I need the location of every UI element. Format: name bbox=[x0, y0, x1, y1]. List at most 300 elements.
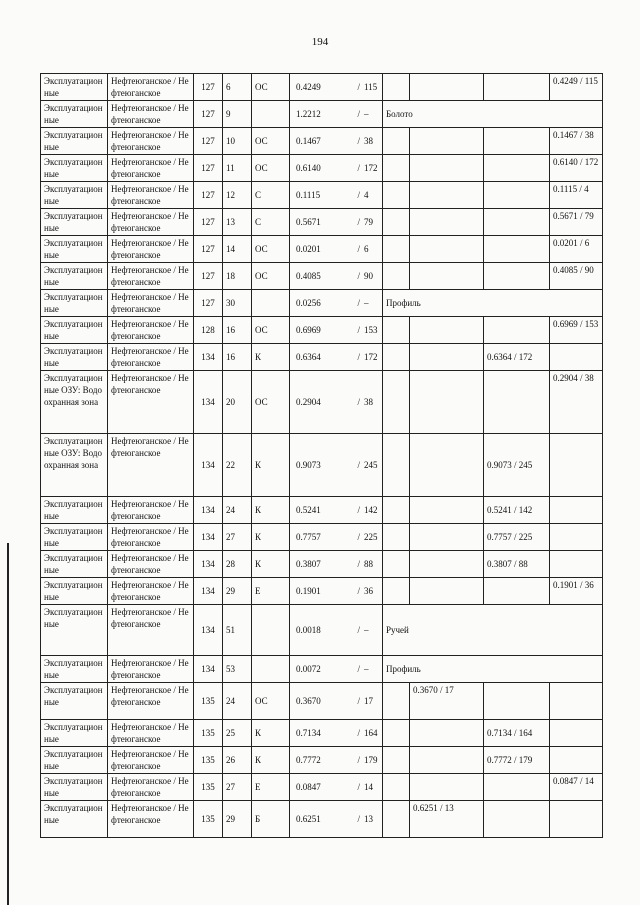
value-cell-1 bbox=[410, 747, 484, 774]
area-divisor: 79 bbox=[364, 217, 373, 227]
quarter-cell: 127 bbox=[194, 74, 223, 101]
value-cell-3 bbox=[550, 344, 603, 371]
table-row bbox=[41, 747, 603, 774]
area-separator: / bbox=[357, 325, 360, 335]
quarter-cell: 127 bbox=[194, 182, 223, 209]
parcel-cell: 25 bbox=[223, 720, 252, 747]
area-cell bbox=[290, 344, 383, 371]
value-cell-1 bbox=[410, 344, 484, 371]
value-cell-3 bbox=[550, 720, 603, 747]
empty-cell bbox=[383, 434, 410, 497]
forestry-cell: Нефтеюганское / Нефтеюганское bbox=[108, 344, 194, 371]
quarter-cell: 128 bbox=[194, 317, 223, 344]
quarter-cell: 127 bbox=[194, 101, 223, 128]
value-cell-2: 0.7134 / 164 bbox=[484, 720, 550, 747]
area-separator: / bbox=[357, 271, 360, 281]
table-row bbox=[41, 524, 603, 551]
value-cell-2 bbox=[484, 317, 550, 344]
forestry-cell: Нефтеюганское / Нефтеюганское bbox=[108, 434, 194, 497]
table-row bbox=[41, 605, 603, 656]
area-cell bbox=[290, 578, 383, 605]
area-cell bbox=[290, 497, 383, 524]
area-value: 0.5241 bbox=[296, 505, 321, 515]
area-cell bbox=[290, 801, 383, 838]
usage-type-cell: Эксплуатационные bbox=[41, 344, 108, 371]
area-divisor: 88 bbox=[364, 559, 373, 569]
usage-type-cell: Эксплуатационные bbox=[41, 155, 108, 182]
area-divisor: 115 bbox=[364, 82, 378, 92]
table-row bbox=[41, 101, 603, 128]
empty-cell bbox=[383, 182, 410, 209]
area-value: 0.0847 bbox=[296, 782, 321, 792]
parcel-cell: 26 bbox=[223, 747, 252, 774]
area-separator: / bbox=[357, 782, 360, 792]
area-cell bbox=[290, 371, 383, 434]
area-separator: / bbox=[357, 664, 360, 674]
quarter-cell: 134 bbox=[194, 656, 223, 683]
value-cell-1 bbox=[410, 524, 484, 551]
quarter-cell: 135 bbox=[194, 774, 223, 801]
value-cell-3: 0.0847 / 14 bbox=[550, 774, 603, 801]
parcel-cell: 29 bbox=[223, 578, 252, 605]
area-divisor: 245 bbox=[364, 460, 378, 470]
empty-cell bbox=[383, 344, 410, 371]
area-cell bbox=[290, 434, 383, 497]
usage-type-cell: Эксплуатационные bbox=[41, 182, 108, 209]
area-cell bbox=[290, 101, 383, 128]
usage-type-cell: Эксплуатационные bbox=[41, 747, 108, 774]
value-cell-2 bbox=[484, 155, 550, 182]
table-row bbox=[41, 578, 603, 605]
area-cell bbox=[290, 524, 383, 551]
category-cell: К bbox=[252, 747, 290, 774]
area-separator: / bbox=[357, 82, 360, 92]
empty-cell bbox=[383, 720, 410, 747]
forestry-cell: Нефтеюганское / Нефтеюганское bbox=[108, 101, 194, 128]
category-cell: Е bbox=[252, 578, 290, 605]
table-row bbox=[41, 551, 603, 578]
empty-cell bbox=[383, 155, 410, 182]
empty-cell bbox=[383, 774, 410, 801]
category-cell: К bbox=[252, 551, 290, 578]
forestry-cell: Нефтеюганское / Нефтеюганское bbox=[108, 605, 194, 656]
usage-type-cell: Эксплуатационные bbox=[41, 524, 108, 551]
forestry-cell: Нефтеюганское / Нефтеюганское bbox=[108, 497, 194, 524]
forestry-cell: Нефтеюганское / Нефтеюганское bbox=[108, 290, 194, 317]
category-cell bbox=[252, 605, 290, 656]
area-cell bbox=[290, 656, 383, 683]
quarter-cell: 135 bbox=[194, 683, 223, 720]
area-value: 0.1115 bbox=[296, 190, 321, 200]
usage-type-cell: Эксплуатационные bbox=[41, 101, 108, 128]
quarter-cell: 134 bbox=[194, 605, 223, 656]
table-row bbox=[41, 263, 603, 290]
forestry-cell: Нефтеюганское / Нефтеюганское bbox=[108, 263, 194, 290]
empty-cell bbox=[383, 578, 410, 605]
value-cell-3 bbox=[550, 683, 603, 720]
parcel-cell: 30 bbox=[223, 290, 252, 317]
value-cell-1 bbox=[410, 74, 484, 101]
usage-type-cell: Эксплуатационные bbox=[41, 605, 108, 656]
page-number: 194 bbox=[311, 36, 329, 48]
value-cell-2 bbox=[484, 182, 550, 209]
area-divisor: – bbox=[364, 109, 369, 119]
category-cell: ОС bbox=[252, 371, 290, 434]
area-separator: / bbox=[357, 217, 360, 227]
usage-type-cell: Эксплуатационные bbox=[41, 801, 108, 838]
table-row bbox=[41, 434, 603, 497]
area-cell bbox=[290, 155, 383, 182]
area-separator: / bbox=[357, 244, 360, 254]
parcel-cell: 20 bbox=[223, 371, 252, 434]
category-cell: С bbox=[252, 182, 290, 209]
area-separator: / bbox=[357, 532, 360, 542]
parcel-cell: 27 bbox=[223, 524, 252, 551]
value-cell-1 bbox=[410, 497, 484, 524]
table-row bbox=[41, 344, 603, 371]
value-cell-1 bbox=[410, 578, 484, 605]
area-cell bbox=[290, 263, 383, 290]
area-separator: / bbox=[357, 298, 360, 308]
empty-cell bbox=[383, 801, 410, 838]
table-row bbox=[41, 497, 603, 524]
area-value: 0.4085 bbox=[296, 271, 321, 281]
table-row bbox=[41, 801, 603, 838]
area-divisor: 225 bbox=[364, 532, 378, 542]
category-cell: Е bbox=[252, 774, 290, 801]
forestry-cell: Нефтеюганское / Нефтеюганское bbox=[108, 74, 194, 101]
value-cell-3 bbox=[550, 801, 603, 838]
usage-type-cell: Эксплуатационные bbox=[41, 209, 108, 236]
value-cell-3: 0.2904 / 38 bbox=[550, 371, 603, 434]
area-divisor: – bbox=[364, 625, 369, 635]
parcel-cell: 22 bbox=[223, 434, 252, 497]
value-cell-2 bbox=[484, 578, 550, 605]
category-cell: К bbox=[252, 524, 290, 551]
area-cell bbox=[290, 74, 383, 101]
value-cell-3 bbox=[550, 551, 603, 578]
area-separator: / bbox=[357, 460, 360, 470]
area-value: 0.0018 bbox=[296, 625, 321, 635]
area-cell bbox=[290, 236, 383, 263]
quarter-cell: 134 bbox=[194, 551, 223, 578]
area-cell bbox=[290, 747, 383, 774]
forestry-cell: Нефтеюганское / Нефтеюганское bbox=[108, 524, 194, 551]
area-divisor: 164 bbox=[364, 728, 378, 738]
forestry-cell: Нефтеюганское / Нефтеюганское bbox=[108, 236, 194, 263]
area-value: 0.7134 bbox=[296, 728, 321, 738]
usage-type-cell: Эксплуатационные bbox=[41, 263, 108, 290]
area-separator: / bbox=[357, 755, 360, 765]
value-cell-1: 0.6251 / 13 bbox=[410, 801, 484, 838]
parcel-cell: 10 bbox=[223, 128, 252, 155]
usage-type-cell: Эксплуатационные bbox=[41, 683, 108, 720]
parcel-cell: 6 bbox=[223, 74, 252, 101]
value-cell-1 bbox=[410, 551, 484, 578]
note-cell: Болото bbox=[383, 101, 603, 128]
area-value: 0.0201 bbox=[296, 244, 321, 254]
area-cell bbox=[290, 551, 383, 578]
empty-cell bbox=[383, 683, 410, 720]
area-value: 0.6364 bbox=[296, 352, 321, 362]
usage-type-cell: Эксплуатационные ОЗУ: Водоохранная зона bbox=[41, 371, 108, 434]
category-cell bbox=[252, 290, 290, 317]
usage-type-cell: Эксплуатационные bbox=[41, 578, 108, 605]
parcel-cell: 29 bbox=[223, 801, 252, 838]
value-cell-2 bbox=[484, 683, 550, 720]
parcel-cell: 27 bbox=[223, 774, 252, 801]
value-cell-1 bbox=[410, 774, 484, 801]
usage-type-cell: Эксплуатационные ОЗУ: Водоохранная зона bbox=[41, 434, 108, 497]
area-divisor: 17 bbox=[364, 696, 373, 706]
quarter-cell: 135 bbox=[194, 801, 223, 838]
area-divisor: 153 bbox=[364, 325, 378, 335]
value-cell-2 bbox=[484, 371, 550, 434]
area-value: 0.1901 bbox=[296, 586, 321, 596]
usage-type-cell: Эксплуатационные bbox=[41, 656, 108, 683]
usage-type-cell: Эксплуатационные bbox=[41, 128, 108, 155]
forest-parcels-table bbox=[40, 73, 603, 838]
value-cell-3: 0.4249 / 115 bbox=[550, 74, 603, 101]
forestry-cell: Нефтеюганское / Нефтеюганское bbox=[108, 209, 194, 236]
usage-type-cell: Эксплуатационные bbox=[41, 720, 108, 747]
quarter-cell: 134 bbox=[194, 497, 223, 524]
area-divisor: 6 bbox=[364, 244, 369, 254]
empty-cell bbox=[383, 236, 410, 263]
area-cell bbox=[290, 290, 383, 317]
area-value: 0.3807 bbox=[296, 559, 321, 569]
forestry-cell: Нефтеюганское / Нефтеюганское bbox=[108, 182, 194, 209]
area-divisor: 90 bbox=[364, 271, 373, 281]
value-cell-2 bbox=[484, 74, 550, 101]
category-cell: К bbox=[252, 497, 290, 524]
value-cell-3: 0.6969 / 153 bbox=[550, 317, 603, 344]
quarter-cell: 134 bbox=[194, 371, 223, 434]
area-separator: / bbox=[357, 109, 360, 119]
category-cell bbox=[252, 101, 290, 128]
value-cell-2 bbox=[484, 236, 550, 263]
area-divisor: 14 bbox=[364, 782, 373, 792]
table-row bbox=[41, 720, 603, 747]
parcel-cell: 53 bbox=[223, 656, 252, 683]
value-cell-1 bbox=[410, 720, 484, 747]
area-cell bbox=[290, 720, 383, 747]
category-cell: С bbox=[252, 209, 290, 236]
value-cell-2 bbox=[484, 774, 550, 801]
parcel-cell: 9 bbox=[223, 101, 252, 128]
area-separator: / bbox=[357, 163, 360, 173]
area-cell bbox=[290, 683, 383, 720]
area-value: 1.2212 bbox=[296, 109, 321, 119]
parcel-cell: 12 bbox=[223, 182, 252, 209]
area-divisor: 13 bbox=[364, 814, 373, 824]
area-value: 0.2904 bbox=[296, 397, 321, 407]
value-cell-2 bbox=[484, 263, 550, 290]
empty-cell bbox=[383, 263, 410, 290]
parcel-cell: 16 bbox=[223, 317, 252, 344]
value-cell-3 bbox=[550, 747, 603, 774]
value-cell-2: 0.9073 / 245 bbox=[484, 434, 550, 497]
area-cell bbox=[290, 209, 383, 236]
area-cell bbox=[290, 605, 383, 656]
table-row bbox=[41, 317, 603, 344]
category-cell: ОС bbox=[252, 155, 290, 182]
parcel-cell: 16 bbox=[223, 344, 252, 371]
value-cell-1: 0.3670 / 17 bbox=[410, 683, 484, 720]
table-row bbox=[41, 683, 603, 720]
forestry-cell: Нефтеюганское / Нефтеюганское bbox=[108, 551, 194, 578]
area-separator: / bbox=[357, 586, 360, 596]
value-cell-2 bbox=[484, 801, 550, 838]
empty-cell bbox=[383, 74, 410, 101]
empty-cell bbox=[383, 551, 410, 578]
value-cell-2: 0.6364 / 172 bbox=[484, 344, 550, 371]
binding-margin-line bbox=[7, 543, 9, 905]
forestry-cell: Нефтеюганское / Нефтеюганское bbox=[108, 317, 194, 344]
area-separator: / bbox=[357, 136, 360, 146]
value-cell-2 bbox=[484, 209, 550, 236]
area-divisor: 172 bbox=[364, 163, 378, 173]
area-value: 0.0256 bbox=[296, 298, 321, 308]
area-value: 0.9073 bbox=[296, 460, 321, 470]
forestry-cell: Нефтеюганское / Нефтеюганское bbox=[108, 720, 194, 747]
empty-cell bbox=[383, 209, 410, 236]
quarter-cell: 127 bbox=[194, 128, 223, 155]
forestry-cell: Нефтеюганское / Нефтеюганское bbox=[108, 683, 194, 720]
area-separator: / bbox=[357, 397, 360, 407]
area-divisor: 4 bbox=[364, 190, 369, 200]
table-row bbox=[41, 774, 603, 801]
parcel-cell: 28 bbox=[223, 551, 252, 578]
table-row bbox=[41, 656, 603, 683]
usage-type-cell: Эксплуатационные bbox=[41, 774, 108, 801]
value-cell-3: 0.5671 / 79 bbox=[550, 209, 603, 236]
area-separator: / bbox=[357, 696, 360, 706]
category-cell: ОС bbox=[252, 317, 290, 344]
value-cell-1 bbox=[410, 263, 484, 290]
forestry-cell: Нефтеюганское / Нефтеюганское bbox=[108, 774, 194, 801]
area-divisor: – bbox=[364, 298, 369, 308]
category-cell: Б bbox=[252, 801, 290, 838]
value-cell-3: 0.1115 / 4 bbox=[550, 182, 603, 209]
area-separator: / bbox=[357, 352, 360, 362]
value-cell-1 bbox=[410, 434, 484, 497]
empty-cell bbox=[383, 128, 410, 155]
category-cell bbox=[252, 656, 290, 683]
area-value: 0.6140 bbox=[296, 163, 321, 173]
value-cell-3: 0.1901 / 36 bbox=[550, 578, 603, 605]
quarter-cell: 135 bbox=[194, 720, 223, 747]
note-cell: Профиль bbox=[383, 290, 603, 317]
value-cell-2: 0.5241 / 142 bbox=[484, 497, 550, 524]
value-cell-1 bbox=[410, 236, 484, 263]
area-divisor: 38 bbox=[364, 136, 373, 146]
quarter-cell: 127 bbox=[194, 236, 223, 263]
table-row bbox=[41, 182, 603, 209]
area-divisor: 38 bbox=[364, 397, 373, 407]
category-cell: ОС bbox=[252, 263, 290, 290]
usage-type-cell: Эксплуатационные bbox=[41, 317, 108, 344]
usage-type-cell: Эксплуатационные bbox=[41, 74, 108, 101]
quarter-cell: 134 bbox=[194, 524, 223, 551]
quarter-cell: 134 bbox=[194, 578, 223, 605]
area-value: 0.7757 bbox=[296, 532, 321, 542]
value-cell-1 bbox=[410, 317, 484, 344]
forestry-cell: Нефтеюганское / Нефтеюганское bbox=[108, 801, 194, 838]
forestry-cell: Нефтеюганское / Нефтеюганское bbox=[108, 747, 194, 774]
quarter-cell: 127 bbox=[194, 263, 223, 290]
value-cell-3 bbox=[550, 497, 603, 524]
quarter-cell: 127 bbox=[194, 290, 223, 317]
area-cell bbox=[290, 774, 383, 801]
empty-cell bbox=[383, 524, 410, 551]
area-divisor: 142 bbox=[364, 505, 378, 515]
value-cell-2: 0.7757 / 225 bbox=[484, 524, 550, 551]
area-separator: / bbox=[357, 559, 360, 569]
usage-type-cell: Эксплуатационные bbox=[41, 236, 108, 263]
area-cell bbox=[290, 317, 383, 344]
value-cell-1 bbox=[410, 128, 484, 155]
area-value: 0.7772 bbox=[296, 755, 321, 765]
quarter-cell: 134 bbox=[194, 344, 223, 371]
value-cell-2: 0.7772 / 179 bbox=[484, 747, 550, 774]
value-cell-3 bbox=[550, 524, 603, 551]
usage-type-cell: Эксплуатационные bbox=[41, 497, 108, 524]
forestry-cell: Нефтеюганское / Нефтеюганское bbox=[108, 578, 194, 605]
category-cell: К bbox=[252, 344, 290, 371]
area-separator: / bbox=[357, 814, 360, 824]
note-cell: Профиль bbox=[383, 656, 603, 683]
area-value: 0.6251 bbox=[296, 814, 321, 824]
value-cell-2 bbox=[484, 128, 550, 155]
table-row bbox=[41, 290, 603, 317]
table-row bbox=[41, 155, 603, 182]
area-divisor: 179 bbox=[364, 755, 378, 765]
forestry-cell: Нефтеюганское / Нефтеюганское bbox=[108, 155, 194, 182]
usage-type-cell: Эксплуатационные bbox=[41, 551, 108, 578]
parcel-cell: 18 bbox=[223, 263, 252, 290]
area-value: 0.0072 bbox=[296, 664, 321, 674]
area-divisor: 172 bbox=[364, 352, 378, 362]
quarter-cell: 127 bbox=[194, 209, 223, 236]
empty-cell bbox=[383, 497, 410, 524]
parcel-cell: 13 bbox=[223, 209, 252, 236]
table-row bbox=[41, 128, 603, 155]
area-separator: / bbox=[357, 505, 360, 515]
table-row bbox=[41, 371, 603, 434]
parcel-cell: 24 bbox=[223, 497, 252, 524]
category-cell: К bbox=[252, 434, 290, 497]
area-value: 0.1467 bbox=[296, 136, 321, 146]
category-cell: ОС bbox=[252, 74, 290, 101]
quarter-cell: 127 bbox=[194, 155, 223, 182]
area-cell bbox=[290, 182, 383, 209]
area-value: 0.6969 bbox=[296, 325, 321, 335]
category-cell: К bbox=[252, 720, 290, 747]
quarter-cell: 135 bbox=[194, 747, 223, 774]
area-value: 0.3670 bbox=[296, 696, 321, 706]
note-cell: Ручей bbox=[383, 605, 603, 656]
value-cell-3: 0.1467 / 38 bbox=[550, 128, 603, 155]
table-row bbox=[41, 236, 603, 263]
value-cell-1 bbox=[410, 182, 484, 209]
quarter-cell: 134 bbox=[194, 434, 223, 497]
area-value: 0.5671 bbox=[296, 217, 321, 227]
area-separator: / bbox=[357, 625, 360, 635]
category-cell: ОС bbox=[252, 236, 290, 263]
value-cell-2: 0.3807 / 88 bbox=[484, 551, 550, 578]
empty-cell bbox=[383, 747, 410, 774]
